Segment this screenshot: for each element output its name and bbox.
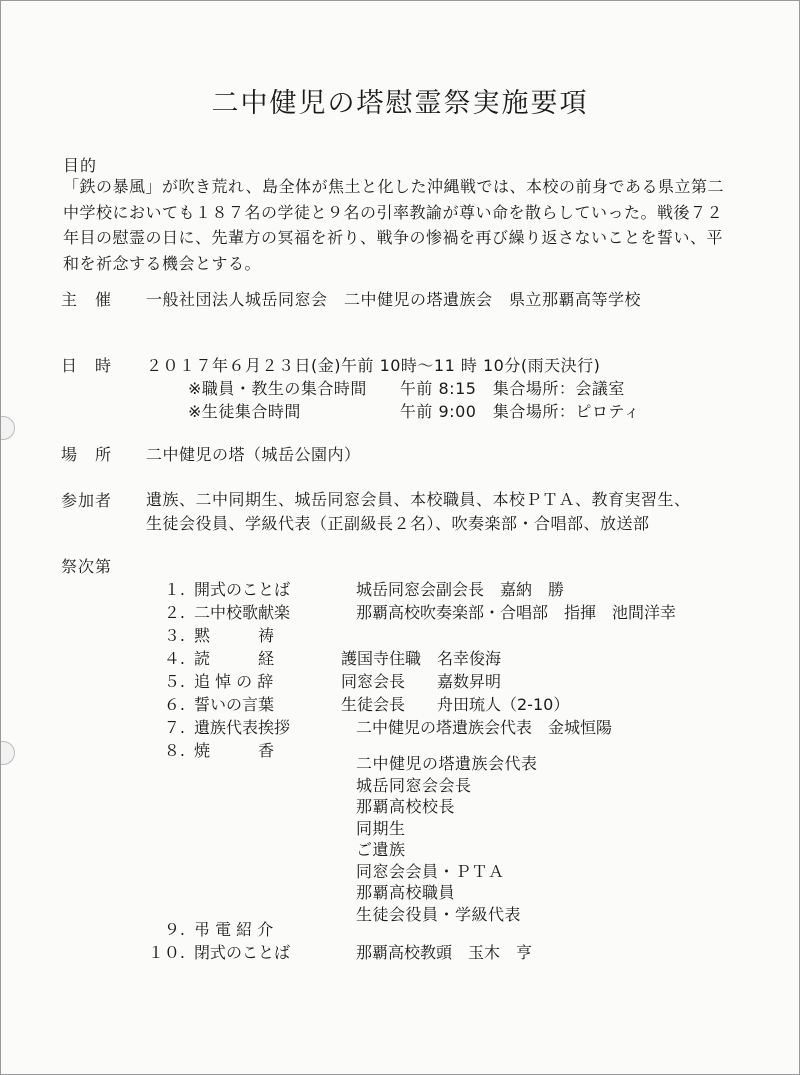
- program-num: ８.: [163, 741, 185, 760]
- program-num: ６.: [163, 695, 185, 714]
- incense-list: [356, 753, 538, 925]
- incense-item: 二中健児の塔遺族会代表: [356, 754, 538, 773]
- program-item: 弔 電 紹 介: [194, 920, 274, 939]
- program-num: １.: [163, 580, 185, 599]
- place-label: 場 所: [61, 445, 113, 464]
- program-who: 生徒会長 舟田琉人（2-10）: [341, 695, 570, 714]
- page-title: 二中健児の塔慰霊祭実施要項: [211, 88, 589, 119]
- program-num: ２.: [163, 603, 185, 622]
- participants-label: 参加者: [61, 491, 113, 510]
- program-who: 同窓会長 嘉数昇明: [341, 672, 502, 691]
- program-num: ９.: [163, 920, 185, 939]
- program-num: １０.: [147, 943, 185, 962]
- program-row: [1, 940, 799, 962]
- binder-hole: [0, 416, 15, 440]
- program-row: [1, 577, 799, 599]
- program-who: 護国寺住職 名幸俊海: [341, 649, 502, 668]
- participants-line: 遺族、二中同期生、城岳同窓会員、本校職員、本校ＰＴＡ、教育実習生、: [146, 490, 691, 509]
- purpose-heading: 目的: [63, 156, 98, 175]
- place-value: 二中健児の塔（城岳公園内）: [146, 445, 361, 464]
- participants-line: 生徒会役員、学級代表（正副級長２名）、吹奏楽部・合唱部、放送部: [146, 514, 650, 533]
- program-label: 祭次第: [61, 557, 113, 576]
- program-num: ３.: [163, 626, 185, 645]
- program-row: [1, 692, 799, 714]
- datetime-students: ※生徒集合時間 午前 9:00 集合場所：ピロティ: [188, 402, 641, 421]
- organizer-value: 一般社団法人城岳同窓会 二中健児の塔遺族会 県立那覇高等学校: [146, 290, 642, 309]
- program-row: [1, 646, 799, 668]
- datetime-main: ２０１７年６月２３日(金)午前 10時～11 時 10分(雨天決行): [146, 356, 601, 375]
- purpose-line: 中学校においても１８７名の学徒と９名の引率教諭が尊い命を散らしていった。戦後７２: [63, 202, 724, 222]
- program-row: [1, 600, 799, 622]
- program-who: 城岳同窓会副会長 嘉納 勝: [356, 580, 565, 599]
- datetime-label: 日 時: [61, 356, 113, 375]
- purpose-line: 和を祈念する機会とする。: [63, 253, 262, 273]
- incense-item: 生徒会役員・学級代表: [356, 904, 522, 924]
- program-item: 誓いの言葉: [194, 695, 275, 714]
- program-row: [1, 623, 799, 645]
- program-item: 焼 香: [194, 741, 275, 760]
- program-item: 二中校歌献楽: [194, 603, 291, 622]
- program-num: ７.: [163, 718, 185, 737]
- program-who: 二中健児の塔遺族会代表 金城恒陽: [356, 718, 613, 737]
- organizer-label: 主 催: [61, 290, 113, 309]
- program-row: [1, 669, 799, 691]
- incense-item: 那覇高校校長: [356, 797, 456, 816]
- purpose-line: 年目の慰霊の日に、先輩方の冥福を祈り、戦争の惨禍を再び繰り返さないことを誓い、平: [63, 228, 724, 247]
- program-row: [1, 917, 799, 939]
- incense-item: 那覇高校職員: [356, 883, 456, 902]
- program-item: 閉式のことば: [194, 943, 291, 962]
- program-who: 那覇高校吹奏楽部・合唱部 指揮 池間洋幸: [356, 603, 677, 622]
- incense-item: 城岳同窓会会長: [356, 775, 472, 795]
- participants-value: [146, 488, 691, 536]
- purpose-text: [63, 174, 724, 276]
- datetime-staff: ※職員・教生の集合時間 午前 8:15 集合場所：会議室: [188, 379, 625, 398]
- program-item: 読 経: [194, 649, 275, 668]
- program-num: ４.: [163, 649, 185, 668]
- incense-item: 同期生: [356, 818, 406, 838]
- incense-item: ご遺族: [356, 840, 406, 859]
- program-item: 開式のことば: [194, 580, 291, 599]
- purpose-line: 「鉄の暴風」が吹き荒れ、島全体が焦土と化した沖縄戦では、本校の前身である県立第二: [63, 177, 724, 196]
- program-item: 遺族代表挨拶: [194, 718, 291, 737]
- incense-item: 同窓会会員・ＰＴＡ: [356, 861, 505, 881]
- program-who: 那覇高校教頭 玉木 亨: [356, 943, 533, 962]
- program-num: ５.: [163, 672, 185, 691]
- program-row: [1, 715, 799, 737]
- program-item: 黙 祷: [194, 626, 275, 645]
- program-item: 追 悼 の 辞: [194, 672, 274, 691]
